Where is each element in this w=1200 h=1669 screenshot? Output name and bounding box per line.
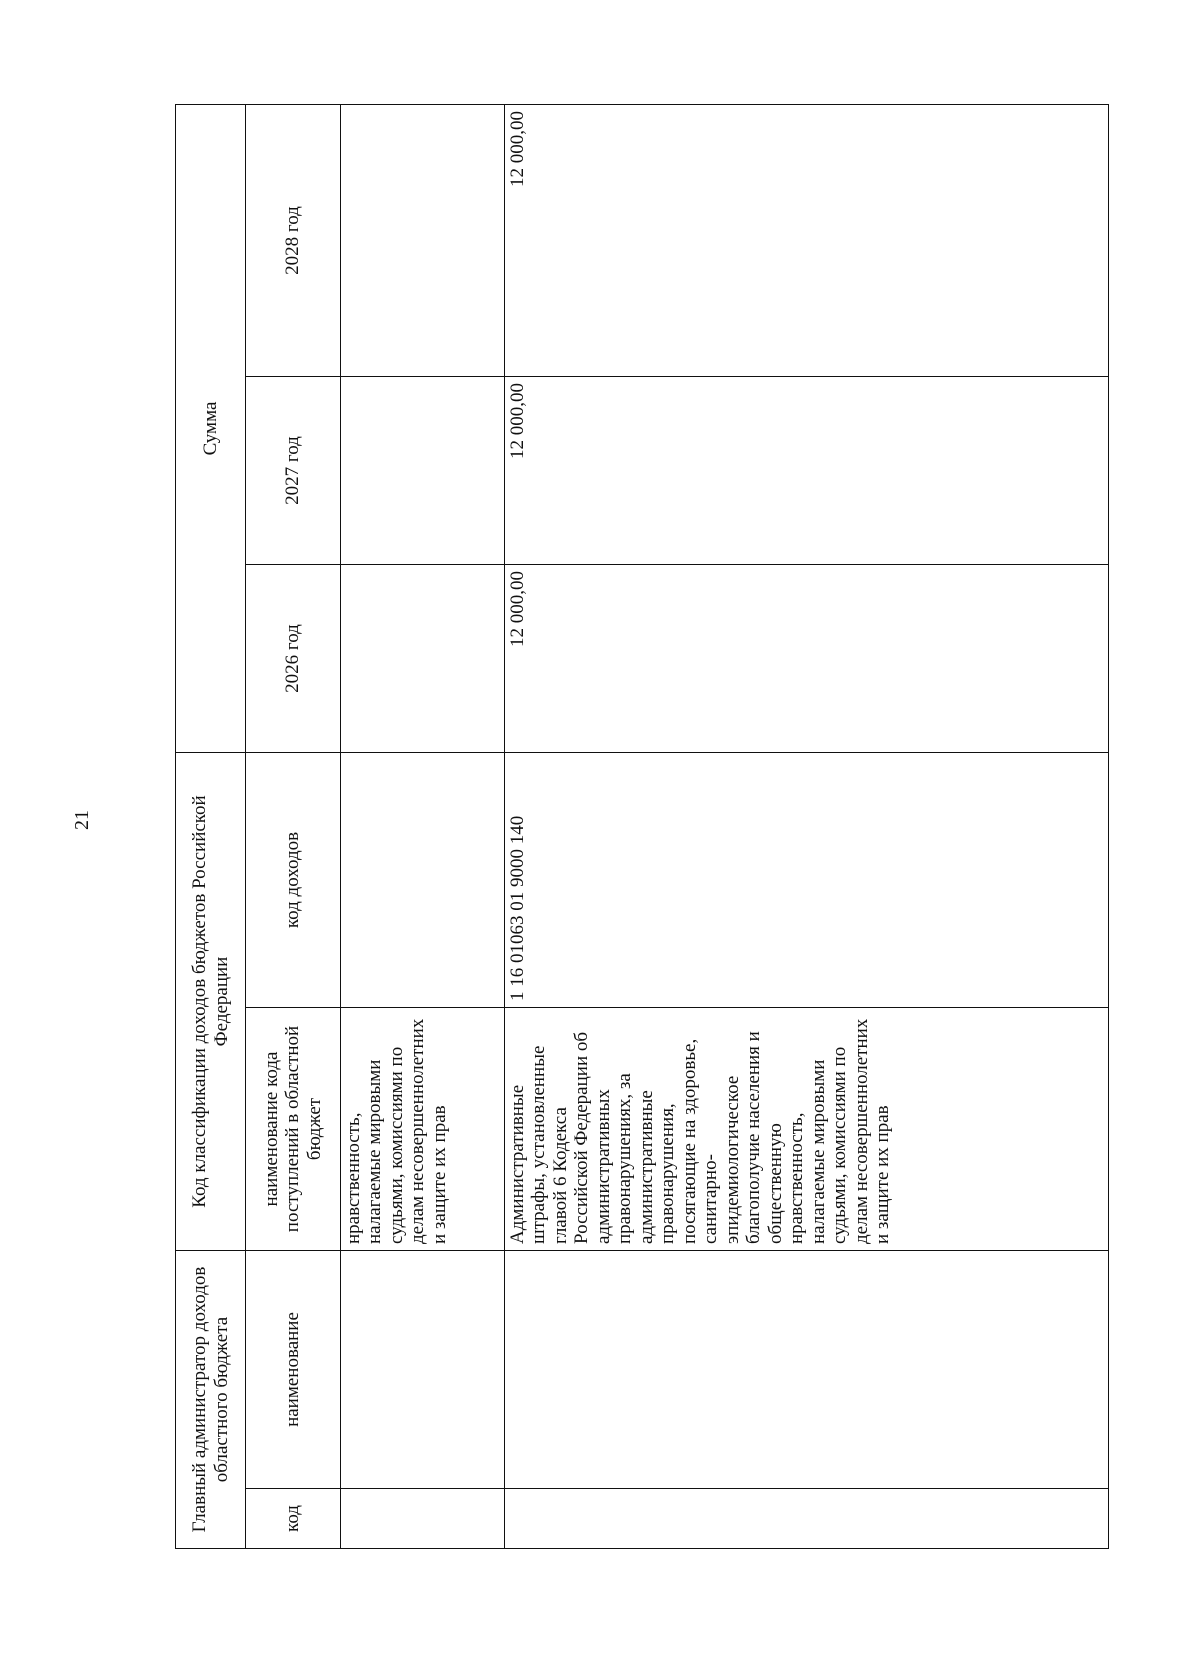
cell-code (505, 1489, 1109, 1549)
header-admin-group: Главный администратор доходов областного бюджета (176, 1251, 246, 1549)
header-year-2028: 2028 год (246, 104, 341, 376)
cell-name (341, 1251, 505, 1489)
rotated-table-frame (175, 105, 1109, 1549)
cell-year-2026 (341, 565, 505, 753)
cell-year-2027: 12 000,00 (505, 377, 1109, 565)
header-year-2027: 2027 год (246, 377, 341, 565)
cell-name (505, 1251, 1109, 1489)
cell-income-code (341, 753, 505, 1008)
cell-income-name: Административные штрафы, установленные главой 6 Кодекса Российской Федерации об административных правонарушениях, за административные правонарушения, посягающие на здоровье, санитарно-эпидемиологическое благополучие населения и общественную нравственность, налагаемые мировыми судьями, комиссиями по делам несовершеннолетних и защите их прав (505, 1008, 1109, 1251)
header-year-2026: 2026 год (246, 565, 341, 753)
cell-code (341, 1489, 505, 1549)
header-row-columns (246, 104, 341, 1548)
header-code: код (246, 1489, 341, 1549)
cell-year-2028: 12 000,00 (505, 104, 1109, 376)
header-income-code: код доходов (246, 753, 341, 1008)
cell-income-code: 1 16 01063 01 9000 140 (505, 753, 1109, 1008)
header-name: наименование (246, 1251, 341, 1489)
cell-year-2026: 12 000,00 (505, 565, 1109, 753)
page-number: 21 (71, 810, 93, 830)
cell-income-name: нравственность, налагаемые мировыми судьями, комиссиями по делам несовершеннолетних и защите их прав (341, 1008, 505, 1251)
table-row (505, 104, 1109, 1548)
budget-income-table (175, 104, 1109, 1549)
table-row (341, 104, 505, 1548)
header-income-name: наименование кода поступлений в областной бюджет (246, 1008, 341, 1251)
cell-year-2027 (341, 377, 505, 565)
cell-year-2028 (341, 104, 505, 376)
header-row-groups (176, 104, 246, 1548)
header-sum-group: Сумма (176, 104, 246, 752)
header-classification-group: Код классификации доходов бюджетов Российской Федерации (176, 753, 246, 1251)
